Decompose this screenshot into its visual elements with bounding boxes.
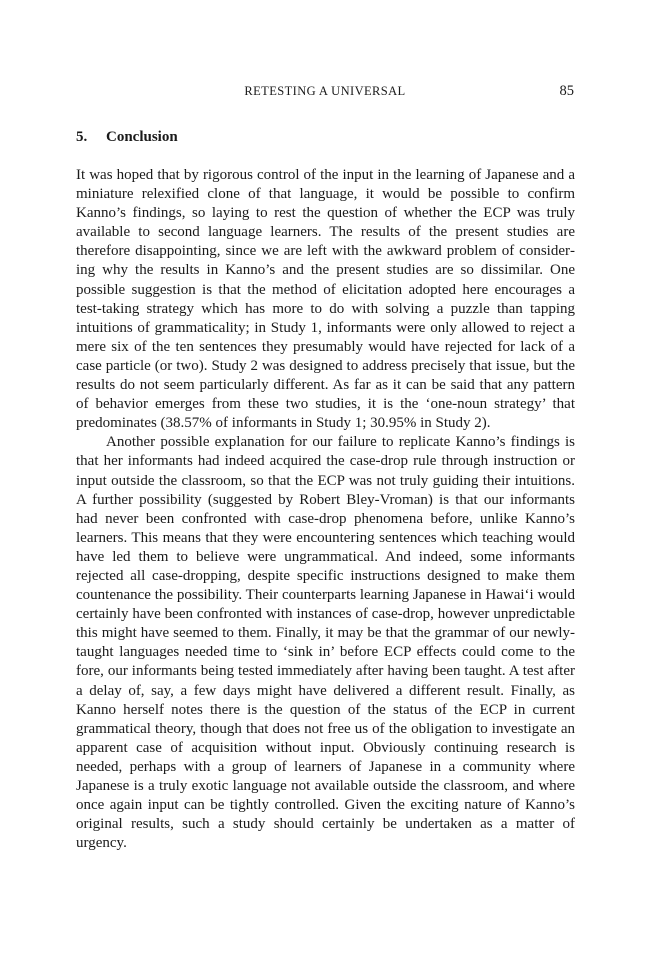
section-heading (76, 129, 178, 146)
section-title: Conclusion (106, 129, 178, 145)
paragraph-1: It was hoped that by rigorous control of the input in the learning of Japanese and a miniature relexified clone of that language, it would be possible to confirm Kanno’s findings, so laying to rest the question of whether the ECP was truly available to second language learners. The results of the present studies are therefore disappointing, since we are left with the awkward problem of considering why the results in Kanno’s and the present studies are so dissimilar. One possible suggestion is that the method of elicitation adopted here encourages a test-taking strategy which has more to do with solving a puzzle than tapping intuitions of grammaticality; in Study 1, informants were only allowed to reject a mere six of the ten sentences they presumably would have rejected for lack of a case particle (or two). Study 2 was designed to address precisely that issue, but the results do not seem particularly different. As far as it can be said that any pattern of behavior emerges from these two studies, it is the ‘one-noun strategy’ that predominates (38.57% of informants in Study 1; 30.95% in Study 2). (76, 167, 575, 432)
running-title: RETESTING A UNIVERSAL (244, 84, 406, 98)
page-number: 85 (559, 83, 574, 99)
running-head (0, 84, 650, 102)
section-number: 5. (76, 129, 88, 145)
section-body (76, 166, 575, 853)
paragraph-2: Another possible explanation for our failure to replicate Kanno’s findings is that her informants had indeed acquired the case-drop rule through instruction or input outside the classroom, so that the ECP was not truly guiding their intuitions. A further possibility (suggested by Robert Bley-Vroman) is that our informants had never been confronted with case-drop phenomena before, unlike Kanno’s learners. This means that they were encountering sentences which teaching would have led them to believe were ungrammatical. And indeed, some informants rejected all case-dropping, despite specific instructions designed to make them countenance the possibility. Their counterparts learning Japanese in Hawai‘i would certainly have been confronted with instances of case-drop, however unpredictable this might have seemed to them. Finally, it may be that the grammar of our newly-taught languages needed time to ‘sink in’ before ECP effects could come to the fore, our informants being tested immediately after having been taught. A test after a delay of, say, a few days might have delivered a different result. Finally, as Kanno herself notes there is the question of the status of the ECP in current grammatical theory, though that does not free us of the obligation to investigate an apparent case of acquisition without input. Obviously continuing research is needed, perhaps with a group of learners of Japanese in a community where Japanese is a truly exotic language not available outside the classroom, and where once again input can be tightly controlled. Given the exciting nature of Kanno’s original results, such a study should certainly be undertaken as a matter of urgency. (76, 434, 575, 852)
